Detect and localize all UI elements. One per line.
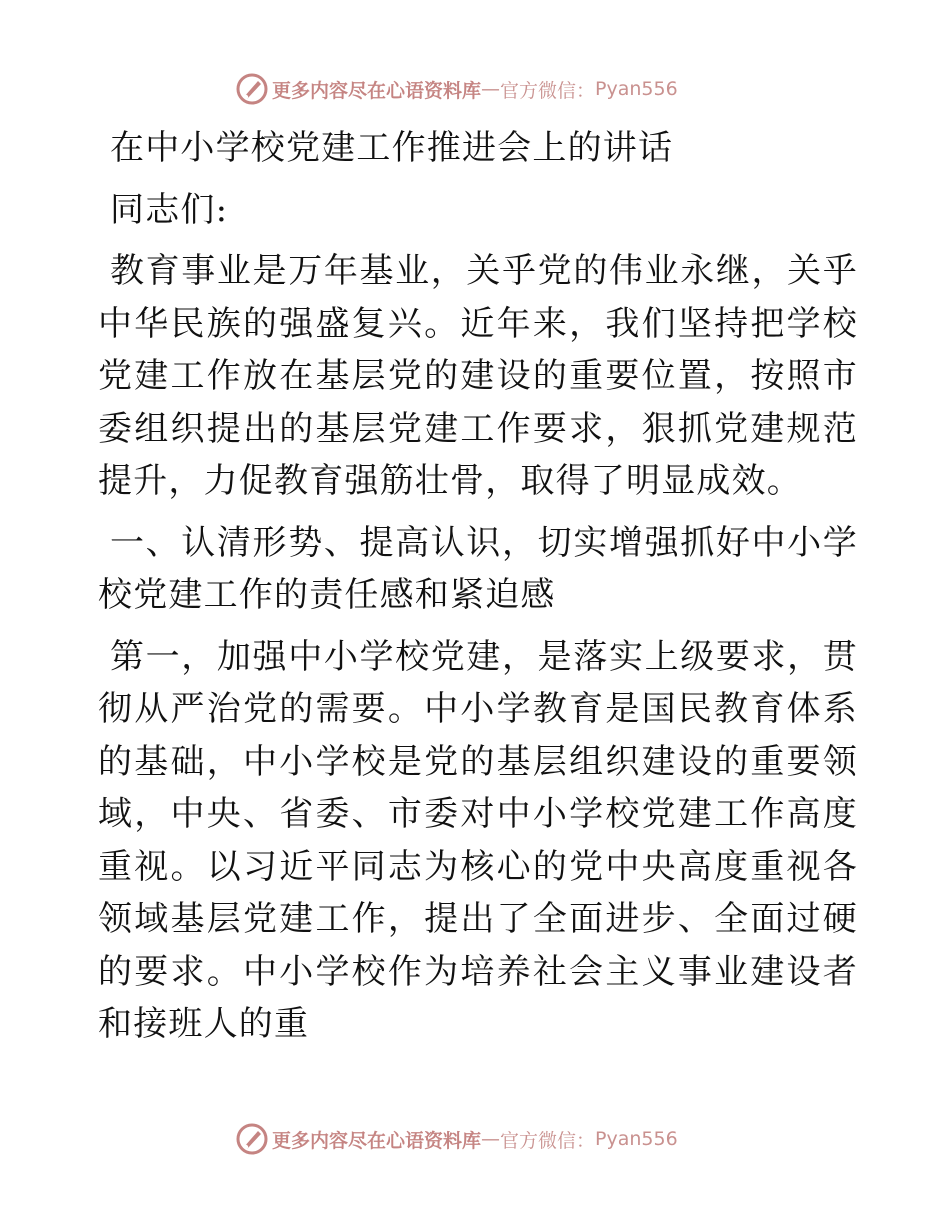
footer-watermark [236, 1122, 678, 1156]
watermark-brand: 更多内容尽在心语资料库 [272, 79, 482, 102]
paragraph-intro: 教育事业是万年基业，关乎党的伟业永继，关乎中华民族的强盛复兴。近年来，我们坚持把学校党建工作放在基层党的建设的重要位置，按照市委组织提出的基层党建工作要求，狠抓党建规范提升，力促教育强筋壮骨，取得了明显成效。 [98, 251, 858, 501]
header-watermark [236, 72, 678, 106]
watermark-label: 官方微信： [500, 1129, 596, 1152]
document-body [98, 122, 858, 1051]
watermark-id: Pyan556 [595, 78, 678, 100]
quill-seal-icon [236, 73, 268, 105]
watermark-dash: — [481, 78, 501, 100]
section-heading-1: 一、认清形势、提高认识，切实增强抓好中小学校党建工作的责任感和紧迫感 [98, 522, 858, 615]
paragraph-first-point: 第一，加强中小学校党建，是落实上级要求，贯彻从严治党的需要。中小学教育是国民教育体系的基础，中小学校是党的基层组织建设的重要领域，中央、省委、市委对中小学校党建工作高度重视。以习近平同志为核心的党中央高度重视各领域基层党建工作，提出了全面进步、全面过硬的要求。中小学校作为培养社会主义事业建设者和接班人的重 [98, 636, 858, 1044]
watermark-label: 官方微信： [500, 79, 596, 102]
document-title: 在中小学校党建工作推进会上的讲话 [110, 128, 674, 168]
quill-seal-icon [236, 1123, 268, 1155]
watermark-brand: 更多内容尽在心语资料库 [272, 1129, 482, 1152]
salutation: 同志们: [110, 189, 229, 230]
watermark-dash: — [481, 1128, 501, 1150]
watermark-id: Pyan556 [595, 1128, 678, 1150]
